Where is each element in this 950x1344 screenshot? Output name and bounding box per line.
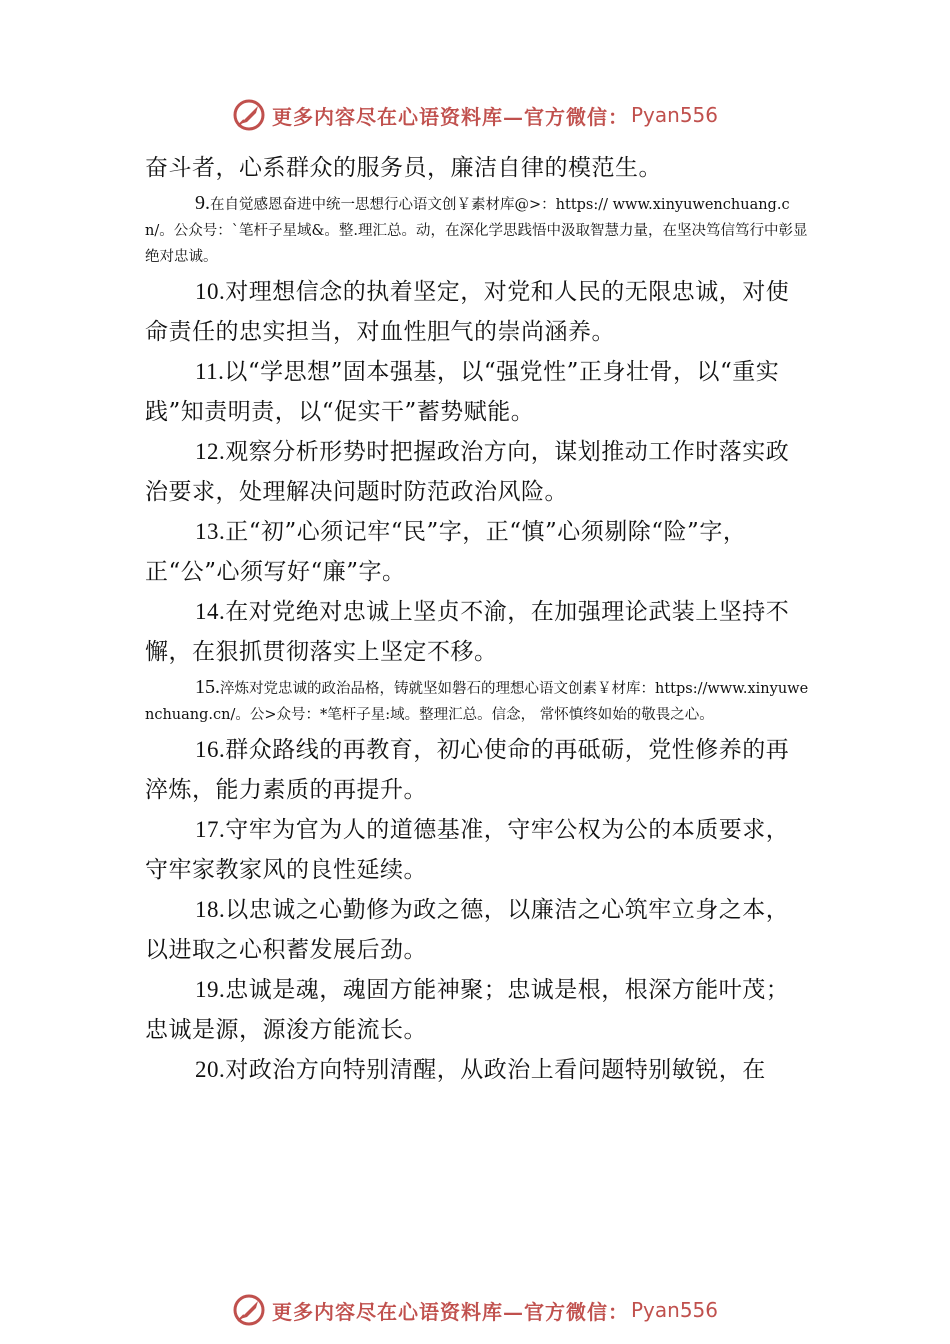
paragraph-13: 13.正“初”心须记牢“民”字，正“慎”心须剔除“险”字，正“公”心须写好“廉”字。: [145, 519, 747, 585]
paragraph-14: 14.在对党绝对忠诚上坚贞不渝，在加强理论武装上坚持不懈，在狠抓贯彻落实上坚定不移。: [145, 599, 790, 665]
paragraph-15: 15.淬炼对党忠诚的政治品格，铸就坚如磐石的理想心语文创素￥材库：https://www.xinyuwenchuang.cn/。公>众号：*笔杆子星:域。整理汇总。信念， 常怀慎终如始的敬畏之心。: [145, 676, 809, 723]
paragraph-11: 11.以“学思想”固本强基，以“强党性”正身壮骨，以“重实践”知责明责，以“促实干”蓄势赋能。: [145, 359, 780, 425]
footer-banner: [0, 1290, 950, 1330]
paragraph-12: 12.观察分析形势时把握政治方向，谋划推动工作时落实政治要求，处理解决问题时防范政治风险。: [145, 439, 790, 505]
quill-logo-icon: [232, 98, 266, 132]
footer-banner-id: Pyan556: [630, 1298, 718, 1322]
paragraph-continuation: 奋斗者，心系群众的服务员，廉洁自律的模范生。: [145, 155, 662, 181]
paragraph-10: 10.对理想信念的执着坚定，对党和人民的无限忠诚，对使命责任的忠实担当，对血性胆气的崇尚涵养。: [145, 279, 790, 345]
header-banner: [0, 95, 950, 135]
header-banner-id: Pyan556: [630, 103, 718, 127]
header-banner-text: 更多内容尽在心语资料库—官方微信：: [271, 104, 629, 129]
document-body: [145, 148, 810, 1090]
footer-banner-text: 更多内容尽在心语资料库—官方微信：: [271, 1299, 629, 1324]
quill-logo-icon: [232, 1293, 266, 1327]
paragraph-9: 9.在自觉感恩奋进中统一思想行心语文创￥素材库@>：https:// www.xinyuwenchuang.cn/。公众号：`笔杆子星域&。整.理汇总。动，在深化学思践悟中汲取智慧力量，在坚决笃信笃行中彰显绝对忠诚。: [145, 192, 808, 265]
paragraph-18: 18.以忠诚之心勤修为政之德，以廉洁之心筑牢立身之本，以进取之心积蓄发展后劲。: [145, 897, 790, 963]
paragraph-19: 19.忠诚是魂，魂固方能神聚；忠诚是根，根深方能叶茂；忠诚是源，源浚方能流长。: [145, 977, 790, 1043]
paragraph-17: 17.守牢为官为人的道德基准，守牢公权为公的本质要求，守牢家教家风的良性延续。: [145, 817, 790, 883]
paragraph-16: 16.群众路线的再教育，初心使命的再砥砺，党性修养的再淬炼，能力素质的再提升。: [145, 737, 790, 803]
paragraph-20: 20.对政治方向特别清醒，从政治上看问题特别敏锐，在: [195, 1057, 766, 1083]
